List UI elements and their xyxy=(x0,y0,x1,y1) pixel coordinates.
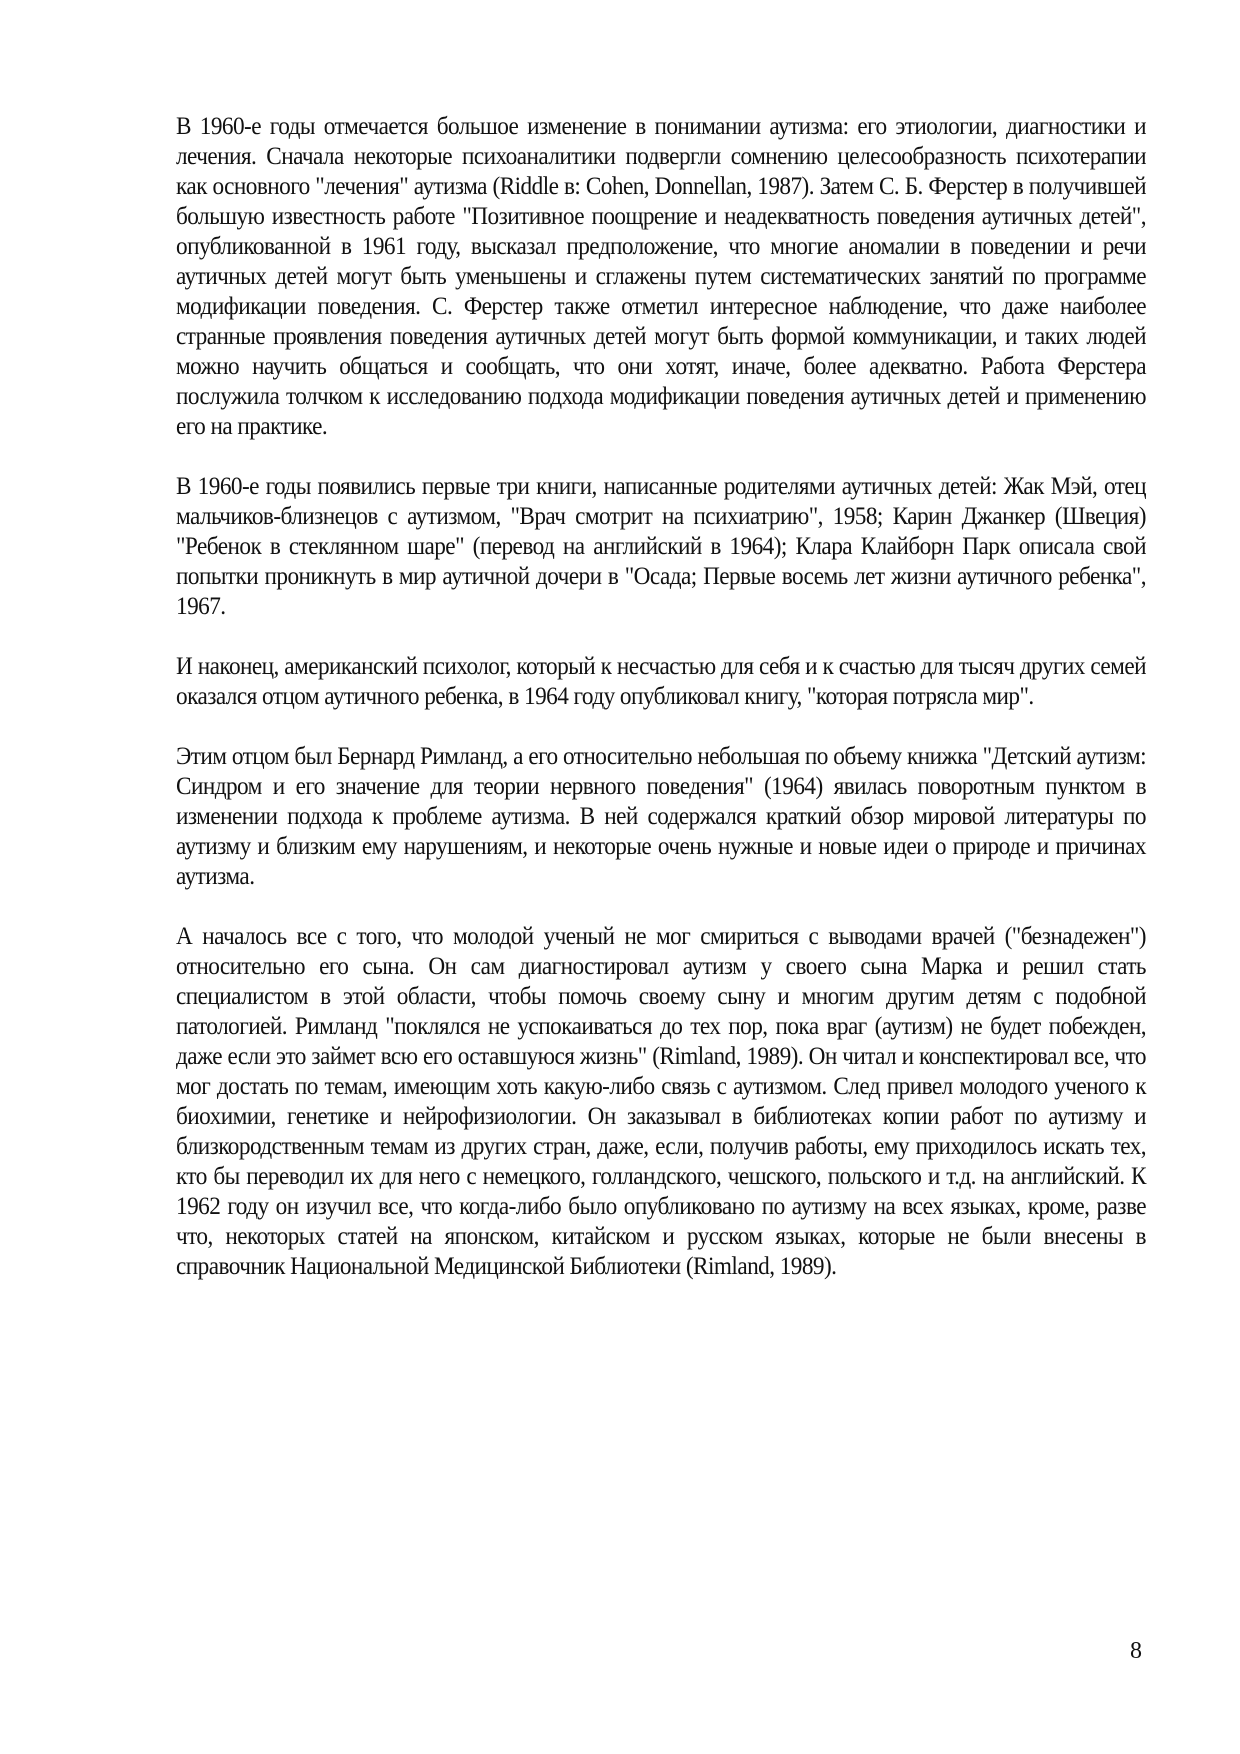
paragraph-parent-books: В 1960-е годы появились первые три книги, написанные родителями аутичных детей: Жак Мэй, отец мальчиков-близнецов с аутизмом, "Врач смотрит на психиатрию", 1958; Карин Джанкер (Швеция) "Ребенок в стеклянном шаре" (перевод на английский в 1964); Клара Клайборн Парк описала свой попытки проникнуть в мир аутичной дочери в "Осада; Первые восемь лет жизни аутичного ребенка", 1967. xyxy=(176,473,1146,620)
paragraph-rimland-book: Этим отцом был Бернард Римланд, а его относительно небольшая по объему книжка "Детский аутизм: Синдром и его значение для теории нервного поведения" (1964) явилась поворотным пунктом в изменении подхода к проблеме аутизма. В ней содержался краткий обзор мировой литературы по аутизму и близким ему нарушениям, и некоторые очень нужные и новые идеи о природе и причинах аутизма. xyxy=(176,743,1146,890)
paragraph-american-psychologist: И наконец, американский психолог, который к несчастью для себя и к счастью для тысяч других семей оказался отцом аутичного ребенка, в 1964 году опубликовал книгу, "которая потрясла мир". xyxy=(176,653,1146,710)
paragraph-rimland-research: А началось все с того, что молодой ученый не мог смириться с выводами врачей ("безнадежен") относительно его сына. Он сам диагностировал аутизм у своего сына Марка и решил стать специалистом в этой области, чтобы помочь своему сыну и многим другим детям с подобной патологией. Римланд "поклялся не успокаиваться до тех пор, пока враг (аутизм) не будет побежден, даже если это займет всю его оставшуюся жизнь" (Rimland, 1989). Он читал и конспектировал все, что мог достать по темам, имеющим хоть какую-либо связь с аутизмом. След привел молодого ученого к биохимии, генетике и нейрофизиологии. Он заказывал в библиотеках копии работ по аутизму и близкородственным темам из других стран, даже, если, получив работы, ему приходилось искать тех, кто бы переводил их для него с немецкого, голландского, чешского, польского и т.д. на английский. К 1962 году он изучил все, что когда-либо было опубликовано по аутизму на всех языках, кроме, разве что, некоторых статей на японском, китайском и русском языках, которые не были внесены в справочник Национальной Медицинской Библиотеки (Rimland, 1989). xyxy=(176,923,1146,1280)
page-number: 8 xyxy=(1130,1638,1142,1664)
document-body xyxy=(176,112,1146,1312)
paragraph-1960s-understanding: В 1960-е годы отмечается большое изменение в понимании аутизма: его этиологии, диагностики и лечения. Сначала некоторые психоаналитики подвергли сомнению целесообразность психотерапии как основного "лечения" аутизма (Riddle в: Cohen, Donnellan, 1987). Затем С. Б. Ферстер в получившей большую известность работе "Позитивное поощрение и неадекватность поведения аутичных детей", опубликованной в 1961 году, высказал предположение, что многие аномалии в поведении и речи аутичных детей могут быть уменьшены и сглажены путем систематических занятий по программе модификации поведения. С. Ферстер также отметил интересное наблюдение, что даже наиболее странные проявления поведения аутичных детей могут быть формой коммуникации, и таких людей можно научить общаться и сообщать, что они хотят, иначе, более адекватно. Работа Ферстера послужила толчком к исследованию подхода модификации поведения аутичных детей и применению его на практике. xyxy=(176,113,1146,440)
